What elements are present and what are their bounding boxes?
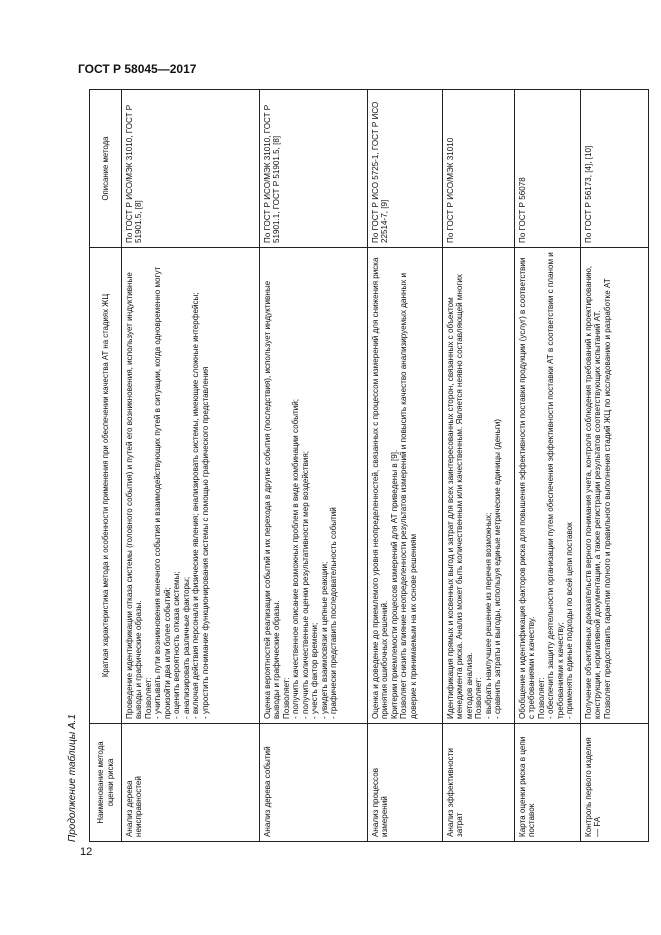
characteristics-line: Получение объективных доказательств верного понимания учета, контроля соблюдения требований к проектированию, конструкции, нормативной документации, а также регистрации результатов соответствующих испытаний АТ. — [584, 265, 603, 719]
method-name: Карта оценки риска в цепи поставок — [515, 724, 581, 842]
characteristics-line: - получить количественные оценки результативности мер воздействия; — [300, 450, 310, 719]
method-characteristics — [260, 248, 368, 724]
table-continuation-caption: Продолжение таблицы А.1 — [67, 714, 78, 842]
characteristics-line: - упростить понимание функционирования системы с помощью графического представления — [200, 366, 210, 719]
methods-table — [89, 89, 649, 842]
characteristics-line: Критерии приемлемости процессов измерений для АТ приведены в [9]. — [389, 449, 399, 719]
characteristics-line: - анализировать различные факторы; — [181, 576, 191, 719]
method-characteristics — [368, 248, 443, 724]
page-number: 12 — [80, 846, 93, 858]
characteristics-line: - оценить вероятность отказа системы; — [172, 571, 182, 719]
method-characteristics — [581, 248, 649, 724]
characteristics-line: Позволяет снизить влияние неопределенности результатов измерений и повысить качество анализируемых данных и доверие к принимаемым на их основе решениям — [399, 272, 418, 719]
characteristics-line: Позволяет: — [474, 677, 484, 719]
table-row — [581, 90, 649, 842]
characteristics-line: Идентификация прямых и косвенных выгод и затрат для всех заинтересованных сторон, связанных с объектом менеджмента риска. Анализ может быть количественным или качественным. Является неявно составляющей многих методов анализа. — [446, 274, 474, 719]
method-name: Контроль первого изделия — FA — [581, 724, 649, 842]
table-row — [368, 90, 443, 842]
table-row — [515, 90, 581, 842]
method-name: Анализ дерева неисправностей — [122, 724, 260, 842]
characteristics-line: Позволяет: — [281, 677, 291, 719]
method-reference: По ГОСТ Р 56078 — [515, 90, 581, 248]
header-method-name: Наименование метода оценки риска — [90, 724, 122, 842]
header-method-description: Описание метода — [90, 90, 122, 248]
characteristics-line: Проведение идентификации отказа системы (головного события) и путей его возникновения, использует индуктивные выводы и графические образы. — [125, 272, 144, 719]
characteristics-line: - учесть фактор времени; — [310, 622, 320, 719]
method-name: Анализ дерева событий — [260, 724, 368, 842]
characteristics-line: Обобщение и идентификация факторов риска для повышения эффективности поставки продукции (услуг) в соответствии с требованиями к качеству. — [518, 257, 537, 719]
method-reference: По ГОСТ Р ИСО 5725-1, ГОСТ Р ИСО 22514-7, [9] — [368, 90, 443, 248]
characteristics-line: - увидеть взаимосвязи и цепные реакции; — [319, 561, 329, 719]
table-header-row — [90, 90, 122, 842]
table-row — [443, 90, 515, 842]
characteristics-line: Позволяет предоставить гарантии полного и правильного выполнения стадий ЖЦ по исследованию и разработке АТ — [602, 278, 612, 719]
characteristics-line: - сравнить затраты и выгоды, используя единые метрические единицы (деньги) — [493, 419, 503, 719]
table-row — [122, 90, 260, 842]
document-header: ГОСТ Р 58045—2017 — [78, 62, 197, 76]
characteristics-line: Позволяет: — [143, 677, 153, 719]
header-method-characteristics: Краткая характеристика метода и особенности применения при обеспечении качества АТ на стадиях ЖЦ — [90, 248, 122, 724]
characteristics-line: - выбрать наилучшее решение из перечня возможных; — [483, 512, 493, 719]
characteristics-line: - учитывать пути возникновения конечного события и взаимодействующих путей в ситуации, когда одновременно могут произойти два или более событий; — [153, 266, 172, 719]
characteristics-line: Оценка вероятностей реализации событий и их перехода в другие события (последствия), использует индуктивные выводы и графические образы. — [263, 280, 282, 719]
method-reference: По ГОСТ Р 56173, [4], [10] — [581, 90, 649, 248]
characteristics-line: Позволяет: — [536, 677, 546, 719]
method-reference: По ГОСТ Р ИСО/МЭК 31010, ГОСТ Р 51901.1, ГОСТ Р 51901.5, [8] — [260, 90, 368, 248]
characteristics-line: Оценка и доведение до приемлемого уровня неопределенностей, связанных с процессом измерений для снижения риска принятия ошибочных решений. — [371, 257, 390, 719]
characteristics-line: - получить качественное описание возможных проблем в виде комбинации событий; — [291, 398, 301, 719]
method-characteristics — [122, 248, 260, 724]
method-name: Анализ процессов измерений — [368, 724, 443, 842]
table-row — [260, 90, 368, 842]
characteristics-line: - обеспечить защиту деятельности организации путем обеспечения эффективности поставки АТ в соответствии с планом и требованиями к качеству; — [546, 252, 565, 719]
method-name: Анализ эффективности затрат — [443, 724, 515, 842]
method-reference: По ГОСТ Р ИСО/МЭК 31010 — [443, 90, 515, 248]
characteristics-line: - включая действия персонала и физические явления; анализировать системы, имеющие сложные интерфейсы; — [191, 292, 201, 719]
characteristics-line: - применять единые подходы по всей цепи поставок — [565, 522, 575, 719]
characteristics-line: - графически представить последовательность событий — [329, 507, 339, 719]
method-characteristics — [515, 248, 581, 724]
rotated-table-area — [67, 90, 612, 842]
method-characteristics — [443, 248, 515, 724]
method-reference: По ГОСТ Р ИСО/МЭК 31010, ГОСТ Р 51901.5, [8] — [122, 90, 260, 248]
